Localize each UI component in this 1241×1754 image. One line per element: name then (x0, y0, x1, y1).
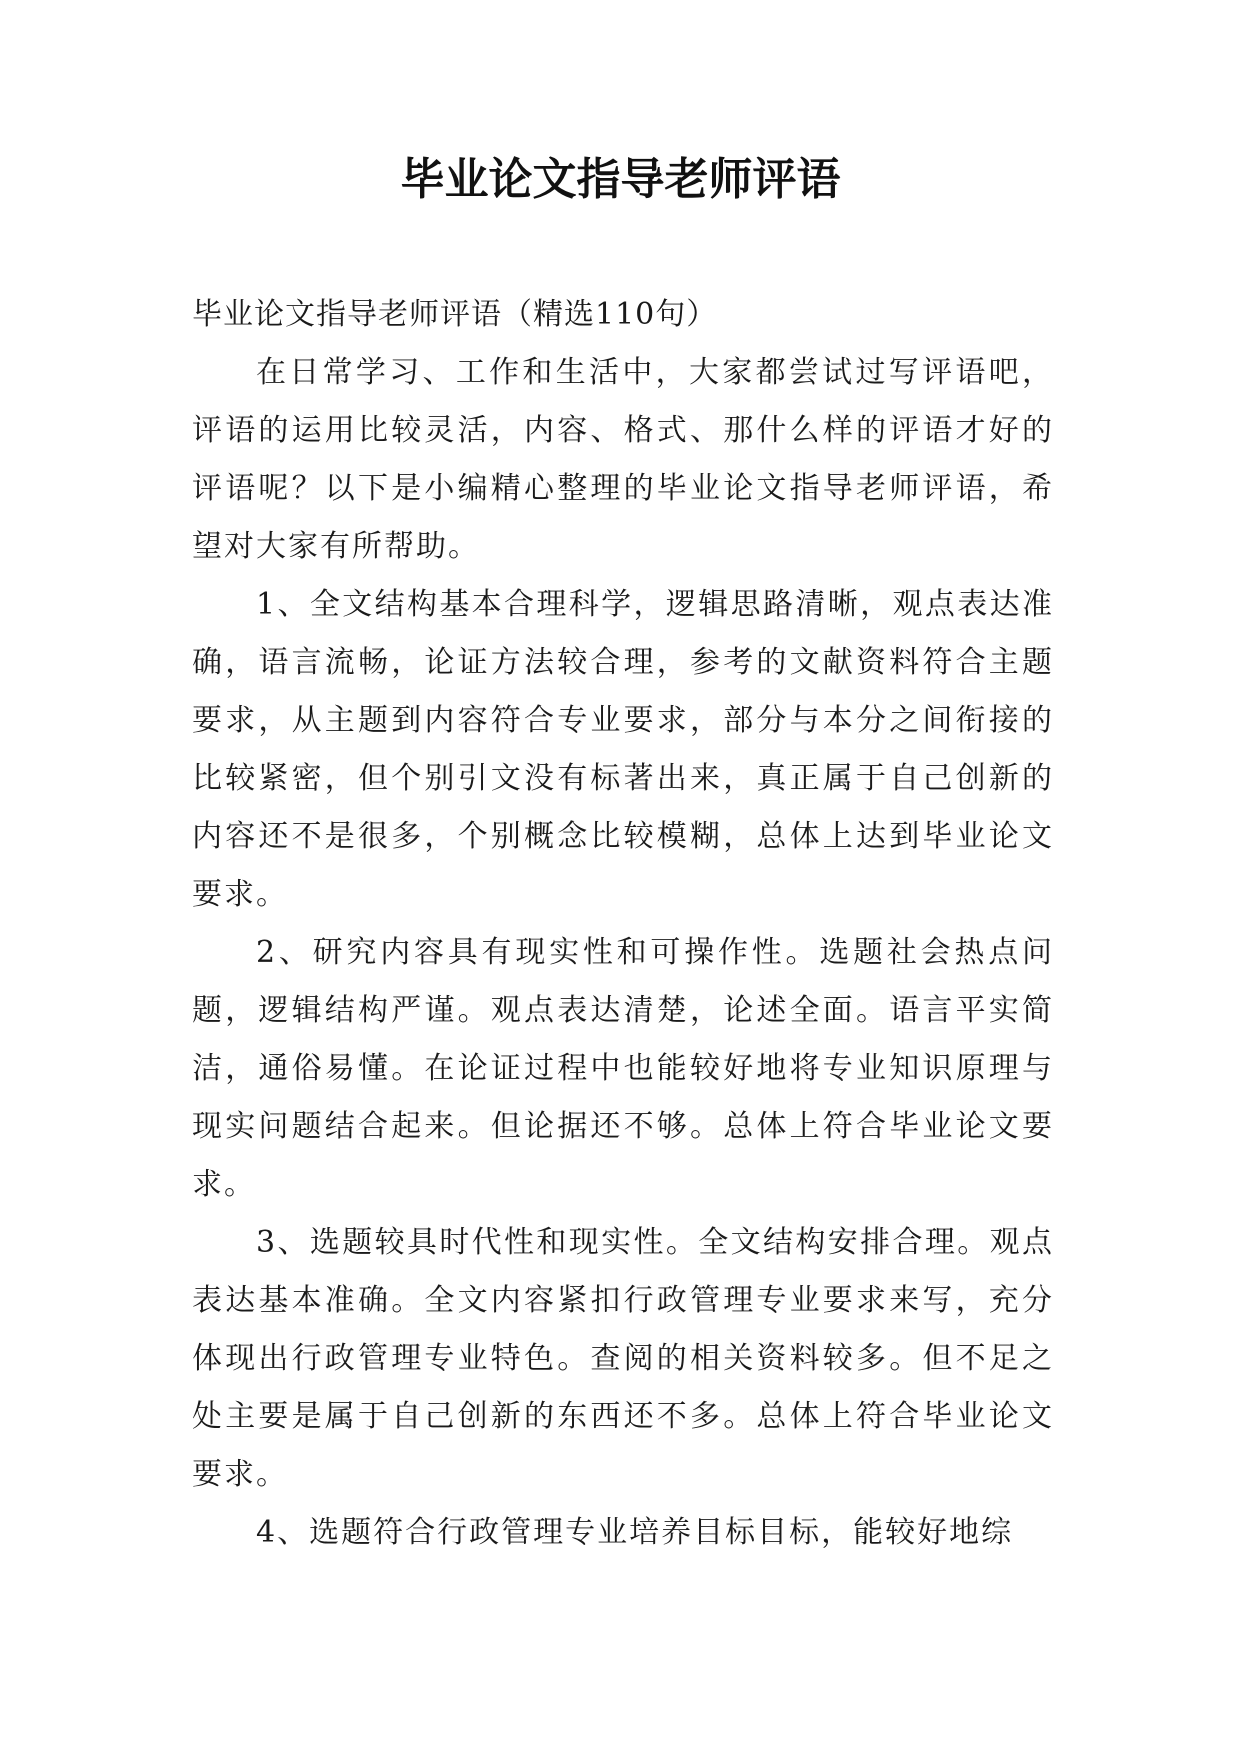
comment-paragraph-4: 4、选题符合行政管理专业培养目标目标，能较好地综 (256, 1515, 1014, 1550)
comment-paragraph-3: 3、选题较具时代性和现实性。全文结构安排合理。观点表达基本准确。全文内容紧扣行政管理专业要求来写，充分体现出行政管理专业特色。查阅的相关资料较多。但不足之处主要是属于自己创新的东西还不多。总体上符合毕业论文要求。 (192, 1225, 1054, 1492)
comment-paragraph-2: 2、研究内容具有现实性和可操作性。选题社会热点问题，逻辑结构严谨。观点表达清楚，论述全面。语言平实简洁，通俗易懂。在论证过程中也能较好地将专业知识原理与现实问题结合起来。但论据还不够。总体上符合毕业论文要求。 (192, 935, 1054, 1202)
document-body (192, 286, 1054, 1562)
document-title: 毕业论文指导老师评语 (400, 154, 841, 205)
document-subtitle: 毕业论文指导老师评语（精选110句） (192, 297, 718, 332)
intro-paragraph: 在日常学习、工作和生活中，大家都尝试过写评语吧，评语的运用比较灵活，内容、格式、那什么样的评语才好的评语呢？以下是小编精心整理的毕业论文指导老师评语，希望对大家有所帮助。 (192, 355, 1054, 564)
comment-paragraph-1: 1、全文结构基本合理科学，逻辑思路清晰，观点表达准确，语言流畅，论证方法较合理，参考的文献资料符合主题要求，从主题到内容符合专业要求，部分与本分之间衔接的比较紧密，但个别引文没有标著出来，真正属于自己创新的内容还不是很多，个别概念比较模糊，总体上达到毕业论文要求。 (192, 587, 1054, 912)
